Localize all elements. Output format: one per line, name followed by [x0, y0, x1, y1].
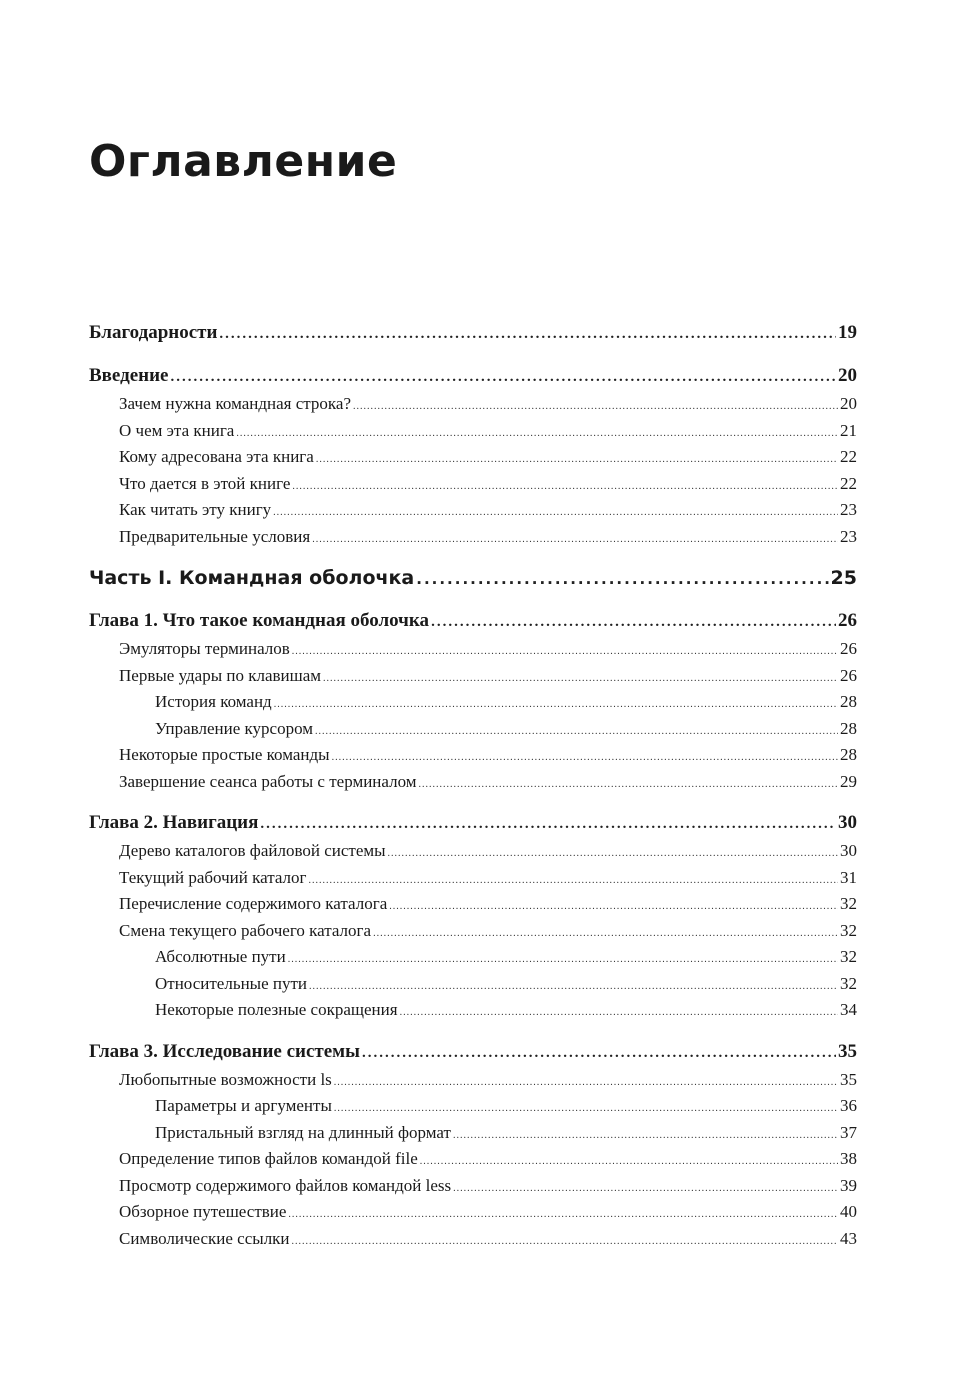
toc-entry[interactable] [89, 716, 857, 743]
toc-entry-page: 36 [840, 1096, 857, 1115]
dot-leader [323, 666, 838, 693]
toc-entry-title: Как читать эту книгу [119, 500, 272, 519]
toc-entry[interactable] [89, 742, 857, 769]
page-title: Оглавление [89, 136, 398, 187]
dot-leader [373, 921, 838, 948]
dot-leader [288, 947, 838, 974]
dot-leader [362, 1038, 836, 1068]
toc-entry-title: Благодарности [89, 322, 218, 343]
toc-entry-title: Завершение сеанса работы с терминалом [119, 771, 417, 791]
dot-leader [389, 894, 838, 921]
toc-entry-introduction[interactable] [89, 361, 857, 391]
toc-entry-chapter-1[interactable] [89, 606, 857, 636]
dot-leader [453, 1123, 838, 1150]
toc-entry[interactable] [89, 1120, 857, 1147]
toc-entry-title: Текущий рабочий каталог [119, 867, 307, 887]
toc-entry-page: 32 [840, 894, 857, 913]
dot-leader [334, 1070, 838, 1097]
toc-entry-page: 25 [830, 567, 857, 589]
dot-leader [260, 809, 836, 839]
toc-entry-page: 29 [840, 771, 857, 791]
dot-leader [388, 841, 838, 868]
toc-entry-title: Введение [89, 365, 169, 386]
toc-entry[interactable] [89, 918, 857, 945]
dot-leader [273, 500, 838, 527]
toc-entry-page: 30 [840, 841, 857, 860]
toc-entry[interactable] [89, 971, 857, 998]
dot-leader [274, 692, 838, 719]
toc-entry-title: Относительные пути [155, 973, 308, 993]
dot-leader [316, 447, 838, 474]
toc-entry-page: 39 [840, 1175, 857, 1195]
toc-entry-page: 31 [840, 867, 857, 887]
toc-entry-page: 37 [840, 1122, 857, 1142]
toc-entry[interactable] [89, 663, 857, 690]
toc-entry[interactable] [89, 944, 857, 971]
toc-entry-title: Некоторые простые команды [119, 745, 330, 764]
toc-entry[interactable] [89, 391, 857, 418]
dot-leader [292, 639, 838, 666]
toc-entry[interactable] [89, 471, 857, 498]
dot-leader [420, 1149, 838, 1176]
toc-entry-acknowledgements[interactable] [89, 318, 857, 348]
toc-entry-page: 40 [840, 1202, 857, 1221]
toc-entry-page: 32 [840, 947, 857, 966]
toc-entry[interactable] [89, 997, 857, 1024]
toc-entry-page: 26 [838, 610, 857, 631]
toc-entry-title: Некоторые полезные сокращения [155, 1000, 398, 1019]
dot-leader [416, 564, 828, 594]
toc-entry-page: 30 [838, 812, 857, 833]
dot-leader [288, 1202, 838, 1229]
toc-entry-title: Эмуляторы терминалов [119, 639, 290, 658]
toc-entry-title: Глава 1. Что такое командная оболочка [89, 610, 430, 631]
toc-entry[interactable] [89, 418, 857, 445]
dot-leader [312, 527, 838, 554]
toc-entry[interactable] [89, 524, 857, 551]
toc-entry-chapter-2[interactable] [89, 808, 857, 838]
dot-leader [315, 719, 838, 746]
toc-entry-title: Что дается в этой книге [119, 473, 291, 493]
toc-entry-page: 35 [838, 1040, 857, 1062]
toc-entry[interactable] [89, 1146, 857, 1173]
toc-entry-page: 28 [840, 692, 857, 711]
toc-entry-title: Пристальный взгляд на длинный формат [155, 1122, 451, 1142]
toc-entry-page: 22 [840, 473, 857, 493]
toc-entry[interactable] [89, 891, 857, 918]
toc-entry[interactable] [89, 1199, 857, 1226]
toc-entry-title: Любопытные возможности ls [119, 1069, 332, 1089]
dot-leader [171, 362, 837, 392]
toc-entry-title: Управление курсором [155, 718, 314, 738]
toc-entry-title: Параметры и аргументы [155, 1096, 332, 1115]
toc-entry-page: 35 [840, 1069, 857, 1089]
toc-entry-title: Определение типов файлов командой file [119, 1149, 418, 1168]
table-of-contents [89, 318, 857, 1252]
toc-entry[interactable] [89, 1173, 857, 1200]
toc-entry[interactable] [89, 1093, 857, 1120]
toc-entry-page: 20 [838, 365, 857, 386]
toc-entry-page: 21 [840, 420, 857, 440]
toc-entry[interactable] [89, 1067, 857, 1094]
toc-entry-title: Кому адресована эта книга [119, 447, 314, 466]
toc-entry-page: 28 [840, 745, 857, 764]
toc-entry-title: Смена текущего рабочего каталога [119, 920, 372, 940]
toc-entry-title: Предварительные условия [119, 526, 311, 546]
toc-entry[interactable] [89, 838, 857, 865]
toc-entry[interactable] [89, 444, 857, 471]
toc-entry-title: Просмотр содержимого файлов командой less [119, 1175, 452, 1195]
toc-entry-page: 22 [840, 447, 857, 466]
toc-entry-title: Символические ссылки [119, 1228, 290, 1248]
toc-entry-title: Глава 3. Исследование системы [89, 1040, 360, 1062]
toc-entry[interactable] [89, 769, 857, 796]
toc-entry-title: О чем эта книга [119, 420, 235, 440]
toc-entry-title: Обзорное путешествие [119, 1202, 287, 1221]
dot-leader [453, 1176, 838, 1203]
dot-leader [353, 394, 838, 421]
dot-leader [308, 868, 838, 895]
toc-entry-page: 43 [840, 1228, 857, 1248]
dot-leader [400, 1000, 838, 1027]
toc-entry-page: 23 [840, 526, 857, 546]
toc-entry-title: Абсолютные пути [155, 947, 286, 966]
toc-entry-title: Дерево каталогов файловой системы [119, 841, 386, 860]
dot-leader [292, 1229, 838, 1256]
toc-entry-title: Часть I. Командная оболочка [89, 567, 415, 589]
toc-entry[interactable] [89, 1226, 857, 1253]
toc-entry-page: 32 [840, 920, 857, 940]
dot-leader [419, 772, 838, 799]
toc-entry-title: Первые удары по клавишам [119, 665, 322, 685]
toc-entry-part-1[interactable] [89, 563, 857, 593]
toc-entry-title: История команд [155, 692, 272, 711]
toc-entry-title: Зачем нужна командная строка? [119, 394, 351, 413]
toc-entry[interactable] [89, 497, 857, 524]
toc-entry-page: 34 [840, 1000, 857, 1019]
toc-entry-page: 23 [840, 500, 857, 519]
toc-entry-title: Перечисление содержимого каталога [119, 894, 388, 913]
toc-entry[interactable] [89, 865, 857, 892]
dot-leader [431, 607, 836, 637]
toc-entry-page: 28 [840, 718, 857, 738]
dot-leader [236, 421, 838, 448]
toc-entry-page: 38 [840, 1149, 857, 1168]
toc-entry-page: 26 [840, 639, 857, 658]
toc-entry-page: 32 [840, 973, 857, 993]
toc-entry-chapter-3[interactable] [89, 1037, 857, 1067]
dot-leader [219, 319, 836, 349]
toc-entry[interactable] [89, 636, 857, 663]
toc-entry-page: 19 [838, 322, 857, 343]
toc-entry-title: Глава 2. Навигация [89, 812, 259, 833]
toc-entry-page: 26 [840, 665, 857, 685]
dot-leader [292, 474, 838, 501]
toc-entry-page: 20 [840, 394, 857, 413]
toc-entry[interactable] [89, 689, 857, 716]
